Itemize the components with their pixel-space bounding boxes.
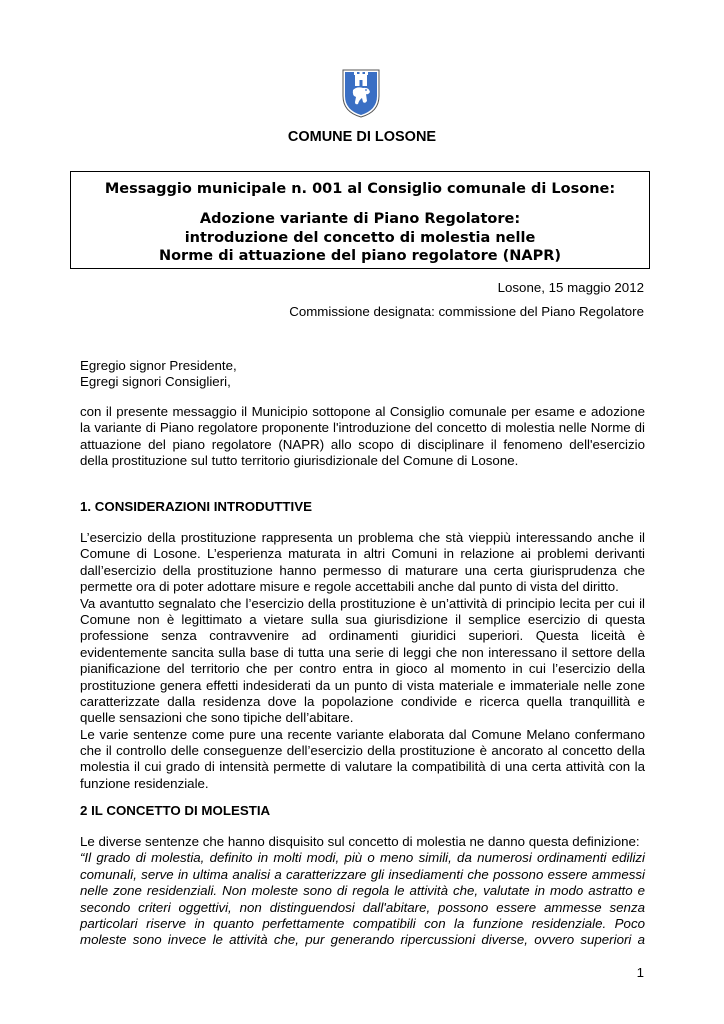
- text-line: Le diverse sentenze che hanno disquisito sul concetto di molestia ne danno questa definizione:: [80, 834, 640, 849]
- salutation-line: Egregi signori Consiglieri,: [80, 374, 231, 390]
- message-title: Messaggio municipale n. 001 al Consiglio comunale di Losone:: [104, 181, 616, 197]
- text-line: prostituzione genera effetti indesiderati da un punto di vista materiale e immateriale nelle zone: [80, 677, 645, 693]
- text-line: caratterizzate dalla residenza dove la popolazione condivide e ricerca quella tranquillità e: [80, 693, 645, 709]
- section-heading: 1. CONSIDERAZIONI INTRODUTTIVE: [80, 499, 312, 514]
- text-line: molestia il cui grado di intensità permette di valutare la compatibilità di una certa attività con la: [80, 759, 645, 775]
- message-subtitle: [71, 210, 649, 266]
- subtitle-line: introduzione del concetto di molestia nelle: [184, 229, 536, 246]
- subtitle-line: Norme di attuazione del piano regolatore (NAPR): [158, 248, 562, 264]
- text-line: Va avantutto segnalato che l’esercizio della prostituzione è un’attività di principio lecita per cui il: [80, 595, 645, 611]
- text-line: della prostituzione sul tutto territorio giurisdizionale del Comune di Losone.: [80, 453, 519, 469]
- quote-line: particolari riserve in quanto perfettamente compatibili con la funzione residenziale. Poco: [80, 915, 645, 931]
- text-line: evidentemente sancita sulla base di tutta una serie di leggi che non interessano il settore della: [80, 644, 645, 660]
- text-line: Le varie sentenze come pure una recente variante elaborata dal Comune Melano confermano: [80, 726, 645, 742]
- quote-line: comunali, serve in ultima analisi a caratterizzare gli insediamenti che possono essere ammessi: [80, 866, 645, 882]
- place-date: Losone, 15 maggio 2012: [497, 280, 644, 295]
- page-number: 1: [636, 965, 644, 980]
- quote-line: secondo criteri oggettivi, non distinguendosi dall'abitare, possono essere ammesse senza: [80, 899, 645, 915]
- subtitle-line: Adozione variante di Piano Regolatore:: [199, 211, 521, 227]
- text-line: pianificazione del territorio che per contro entra in gioco al momento in cui l’esercizio della: [80, 661, 645, 677]
- text-line: dall’esercizio della prostituzione hanno permesso di maturare una certa giurisprudenza che: [80, 562, 645, 578]
- text-line: con il presente messaggio il Municipio sottopone al Consiglio comunale per esame e adozione: [80, 404, 645, 419]
- salutation: [80, 358, 645, 391]
- text-line: quelle sensazioni che sono tipiche dell’abitare.: [80, 710, 354, 726]
- text-line: permette ora di poter adottare misure e regole accettabili anche dal punto di vista del diritto.: [80, 579, 619, 595]
- quote-line: moleste sono invece le attività che, pur generando ripercussioni diverse, ovvero superiori a: [80, 932, 645, 948]
- text-line: che il controllo delle conseguenze dell’esercizio della prostituzione è ancorato al concetto della: [80, 743, 645, 759]
- quote-line: “Il grado di molestia, definito in molti modi, più o meno simili, da numerosi ordinamenti edilizi: [80, 850, 645, 866]
- salutation-line: Egregio signor Presidente,: [80, 358, 237, 373]
- text-line: attuazione del piano regolatore (NAPR) allo scopo di disciplinare il fenomeno dell'esercizio: [80, 436, 645, 452]
- title-box: [70, 171, 650, 269]
- section-heading: 2 IL CONCETTO DI MOLESTIA: [80, 803, 271, 818]
- section-body: [80, 530, 645, 792]
- coat-of-arms-logo: [341, 68, 381, 118]
- designated-commission: Commissione designata: commissione del Piano Regolatore: [289, 304, 644, 319]
- quote-line: nelle zone residenziali. Non moleste sono di regola le attività che, valutate in modo astratto e: [80, 883, 645, 899]
- municipality-name: COMUNE DI LOSONE: [287, 129, 437, 145]
- text-line: Comune non è legittimato a vietare sulla sua giurisdizione il semplice esercizio di questa: [80, 611, 645, 627]
- text-line: la variante di Piano regolatore proponente l'introduzione del concetto di molestia nelle Norme di: [80, 420, 645, 436]
- intro-paragraph: [80, 404, 645, 470]
- section-body: [80, 834, 645, 949]
- text-line: Comune di Losone. L’esperienza maturata in altri Comuni in relazione ai problemi derivanti: [80, 546, 645, 562]
- text-line: professione senza contravvenire ad ordinamenti giuridici superiori. Questa liceità è: [80, 628, 645, 644]
- text-line: L’esercizio della prostituzione rappresenta un problema che stà vieppiù interessando anche il: [80, 530, 645, 545]
- text-line: funzione residenziale.: [80, 775, 209, 791]
